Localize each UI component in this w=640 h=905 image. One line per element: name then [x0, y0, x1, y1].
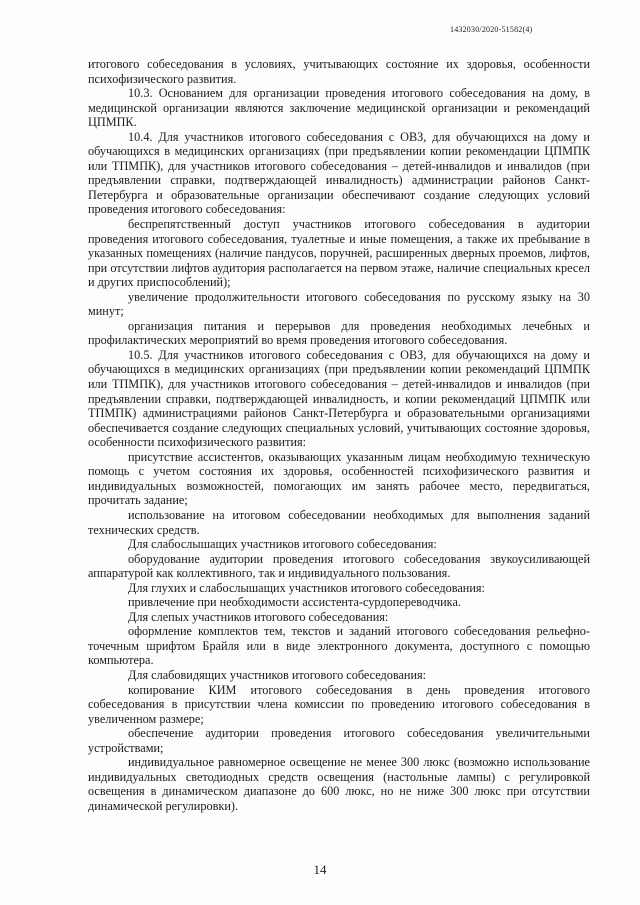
paragraph-duration: увеличение продолжительности итогового собеседования по русскому языку на 30 минут; — [88, 289, 590, 319]
paragraph-assistants: присутствие ассистентов, оказывающих указанным лицам необходимую техническую помощь с учетом состояния их здоровья, особенностей психофизического развития и индивидуальных возможностей, помогающих им занять рабочее место, передвигаться, прочитать задание; — [88, 449, 590, 508]
paragraph-sign-interpreter: привлечение при необходимости ассистента-сурдопереводчика. — [128, 595, 461, 610]
heading-hard-of-hearing: Для слабослышащих участников итогового собеседования: — [128, 537, 437, 552]
paragraph-magnifiers: обеспечение аудитории проведения итогового собеседования увеличительными устройствами; — [88, 726, 590, 755]
heading-low-vision: Для слабовидящих участников итогового собеседования: — [128, 667, 427, 682]
page-number: 14 — [313, 862, 327, 877]
paragraph-10-5: 10.5. Для участников итогового собеседования с ОВЗ, для обучающихся на дому и обучающихся в медицинских организациях (при предъявлении копии рекомендаций ЦПМПК или ТПМПК), для участников итогового собеседования – детей-инвалидов и инвалидов (при предъявлении справки, подтверждающей инвалидность, и копии рекомендаций ЦПМПК или ТПМПК) администрациями районов Санкт-Петербурга и образовательными организациями обеспечивается создание следующих специальных условий, учитывающих состояние здоровья, особенности психофизического развития: — [88, 347, 590, 450]
heading-deaf: Для глухих и слабослышащих участников итогового собеседования: — [128, 580, 485, 595]
paragraph-10-3: 10.3. Основанием для организации проведения итогового собеседования на дому, в медицинской организации являются заключение медицинской организации и рекомендаций ЦПМПК. — [88, 86, 590, 130]
document-registration-number: 1432030/2020-51582(4) — [450, 25, 533, 34]
document-body — [88, 57, 590, 813]
paragraph-lighting: индивидуальное равномерное освещение не менее 300 люкс (возможно использование индивидуальных светодиодных средств освещения (настольные лампы) с регулировкой освещения в динамическом диапазоне до 600 люкс, но не ниже 300 люкс при отсутствии динамической регулировки). — [88, 755, 590, 813]
paragraph-enlarged-copy: копирование КИМ итогового собеседования в день проведения итогового собеседования в присутствии члена комиссии по проведению итогового собеседования в увеличенном размере; — [88, 682, 590, 726]
paragraph-continuation: итогового собеседования в условиях, учитывающих состояние их здоровья, особенности психофизического развития. — [88, 57, 590, 86]
paragraph-technical-means: использование на итоговом собеседовании необходимых для выполнения заданий технических средств. — [88, 507, 590, 537]
paragraph-access: беспрепятственный доступ участников итогового собеседования в аудитории проведения итогового собеседования, туалетные и иные помещения, а также их пребывание в указанных помещениях (наличие пандусов, поручней, расширенных дверных проемов, лифтов, при отсутствии лифтов аудитория располагается на первом этаже, наличие специальных кресел и других приспособлений); — [88, 217, 590, 290]
paragraph-sound-equipment: оборудование аудитории проведения итогового собеседования звукоусиливающей аппаратурой как коллективного, так и индивидуального пользования. — [88, 551, 590, 581]
paragraph-braille: оформление комплектов тем, текстов и заданий итогового собеседования рельефно-точечным шрифтом Брайля или в виде электронного документа, доступного с помощью компьютера. — [88, 624, 590, 668]
paragraph-10-4: 10.4. Для участников итогового собеседования с ОВЗ, для обучающихся на дому и обучающихся в медицинских организациях (при предъявлении копии рекомендации ЦПМПК или ТПМПК), для участников итогового собеседования – детей-инвалидов и инвалидов (при предъявлении справки, подтверждающей инвалидность) администрации районов Санкт-Петербурга и образовательные организации обеспечивают создание следующих условий проведения итогового собеседования: — [88, 129, 590, 217]
paragraph-meals: организация питания и перерывов для проведения необходимых лечебных и профилактических мероприятий во время проведения итогового собеседования. — [88, 318, 590, 348]
heading-blind: Для слепых участников итогового собеседования: — [128, 609, 389, 624]
